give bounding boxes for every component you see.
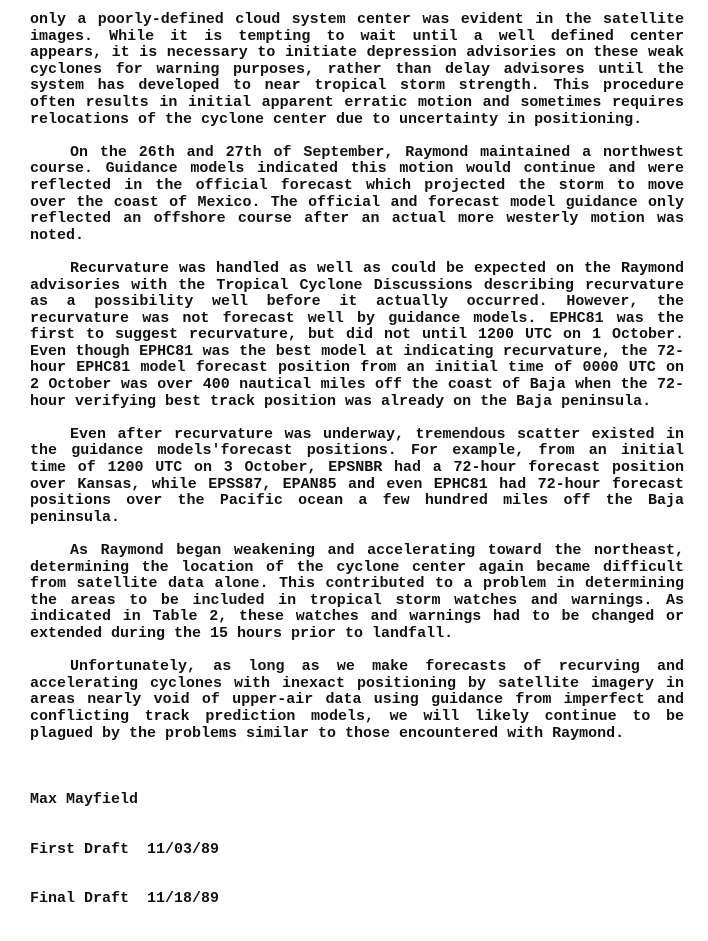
paragraph-5: As Raymond began weakening and accelerating toward the northeast, determining the location of the cyclone center again became difficult from satellite data alone. This contributed to a problem in determining the areas to be included in tropical storm watches and warnings. As indicated in Table 2, these watches and warnings had to be changed or extended during the 15 hours prior to landfall. xyxy=(30,542,684,642)
document-page xyxy=(30,12,684,941)
author-name: Max Mayfield xyxy=(30,790,139,808)
final-draft-date: Final Draft 11/18/89 xyxy=(30,890,220,908)
paragraph-2: On the 26th and 27th of September, Raymond maintained a northwest course. Guidance models indicated this motion would continue and were reflected in the official forecast which projected the storm to move over the coast of Mexico. The official and forecast model guidance only reflected an offshore course after an actual more westerly motion was noted. xyxy=(30,143,684,244)
paragraph-1: only a poorly-defined cloud system center was evident in the satellite images. While it is tempting to wait until a well defined center appears, it is necessary to initiate depression advisories on these weak cyclones for warning purposes, rather than delay advisores until the system has developed to near tropical storm strength. This procedure often results in initial apparent erratic motion and sometimes requires relocations of the cyclone center due to uncertainty in positioning. xyxy=(30,11,684,128)
paragraph-4: Even after recurvature was underway, tremendous scatter existed in the guidance models'forecast positions. For example, from an initial time of 1200 UTC on 3 October, EPSNBR had a 72-hour forecast position over Kansas, while EPSS87, EPAN85 and even EPHC81 had 72-hour forecast positions over the Pacific ocean a few hundred miles off the Baja peninsula. xyxy=(30,425,684,526)
paragraph-3: Recurvature was handled as well as could be expected on the Raymond advisories with the Tropical Cyclone Discussions describing recurvature as a possibility well before it actually occurred. However, the recurvature was not forecast well by guidance models. EPHC81 was the first to suggest recurvature, but did not until 1200 UTC on 1 October. Even though EPHC81 was the best model at indicating recurvature, the 72-hour EPHC81 model forecast position from an initial time of 0000 UTC on 2 October was over 400 nautical miles off the coast of Baja when the 72-hour verifying best track position was already on the Baja peninsula. xyxy=(30,259,684,410)
paragraph-6: Unfortunately, as long as we make forecasts of recurving and accelerating cyclones with inexact positioning by satellite imagery in areas nearly void of upper-air data using guidance from imperfect and conflicting track prediction models, we will likely continue to be plagued by the problems similar to those encountered with Raymond. xyxy=(30,658,684,742)
signature-block xyxy=(30,759,684,941)
first-draft-date: First Draft 11/03/89 xyxy=(30,840,220,858)
